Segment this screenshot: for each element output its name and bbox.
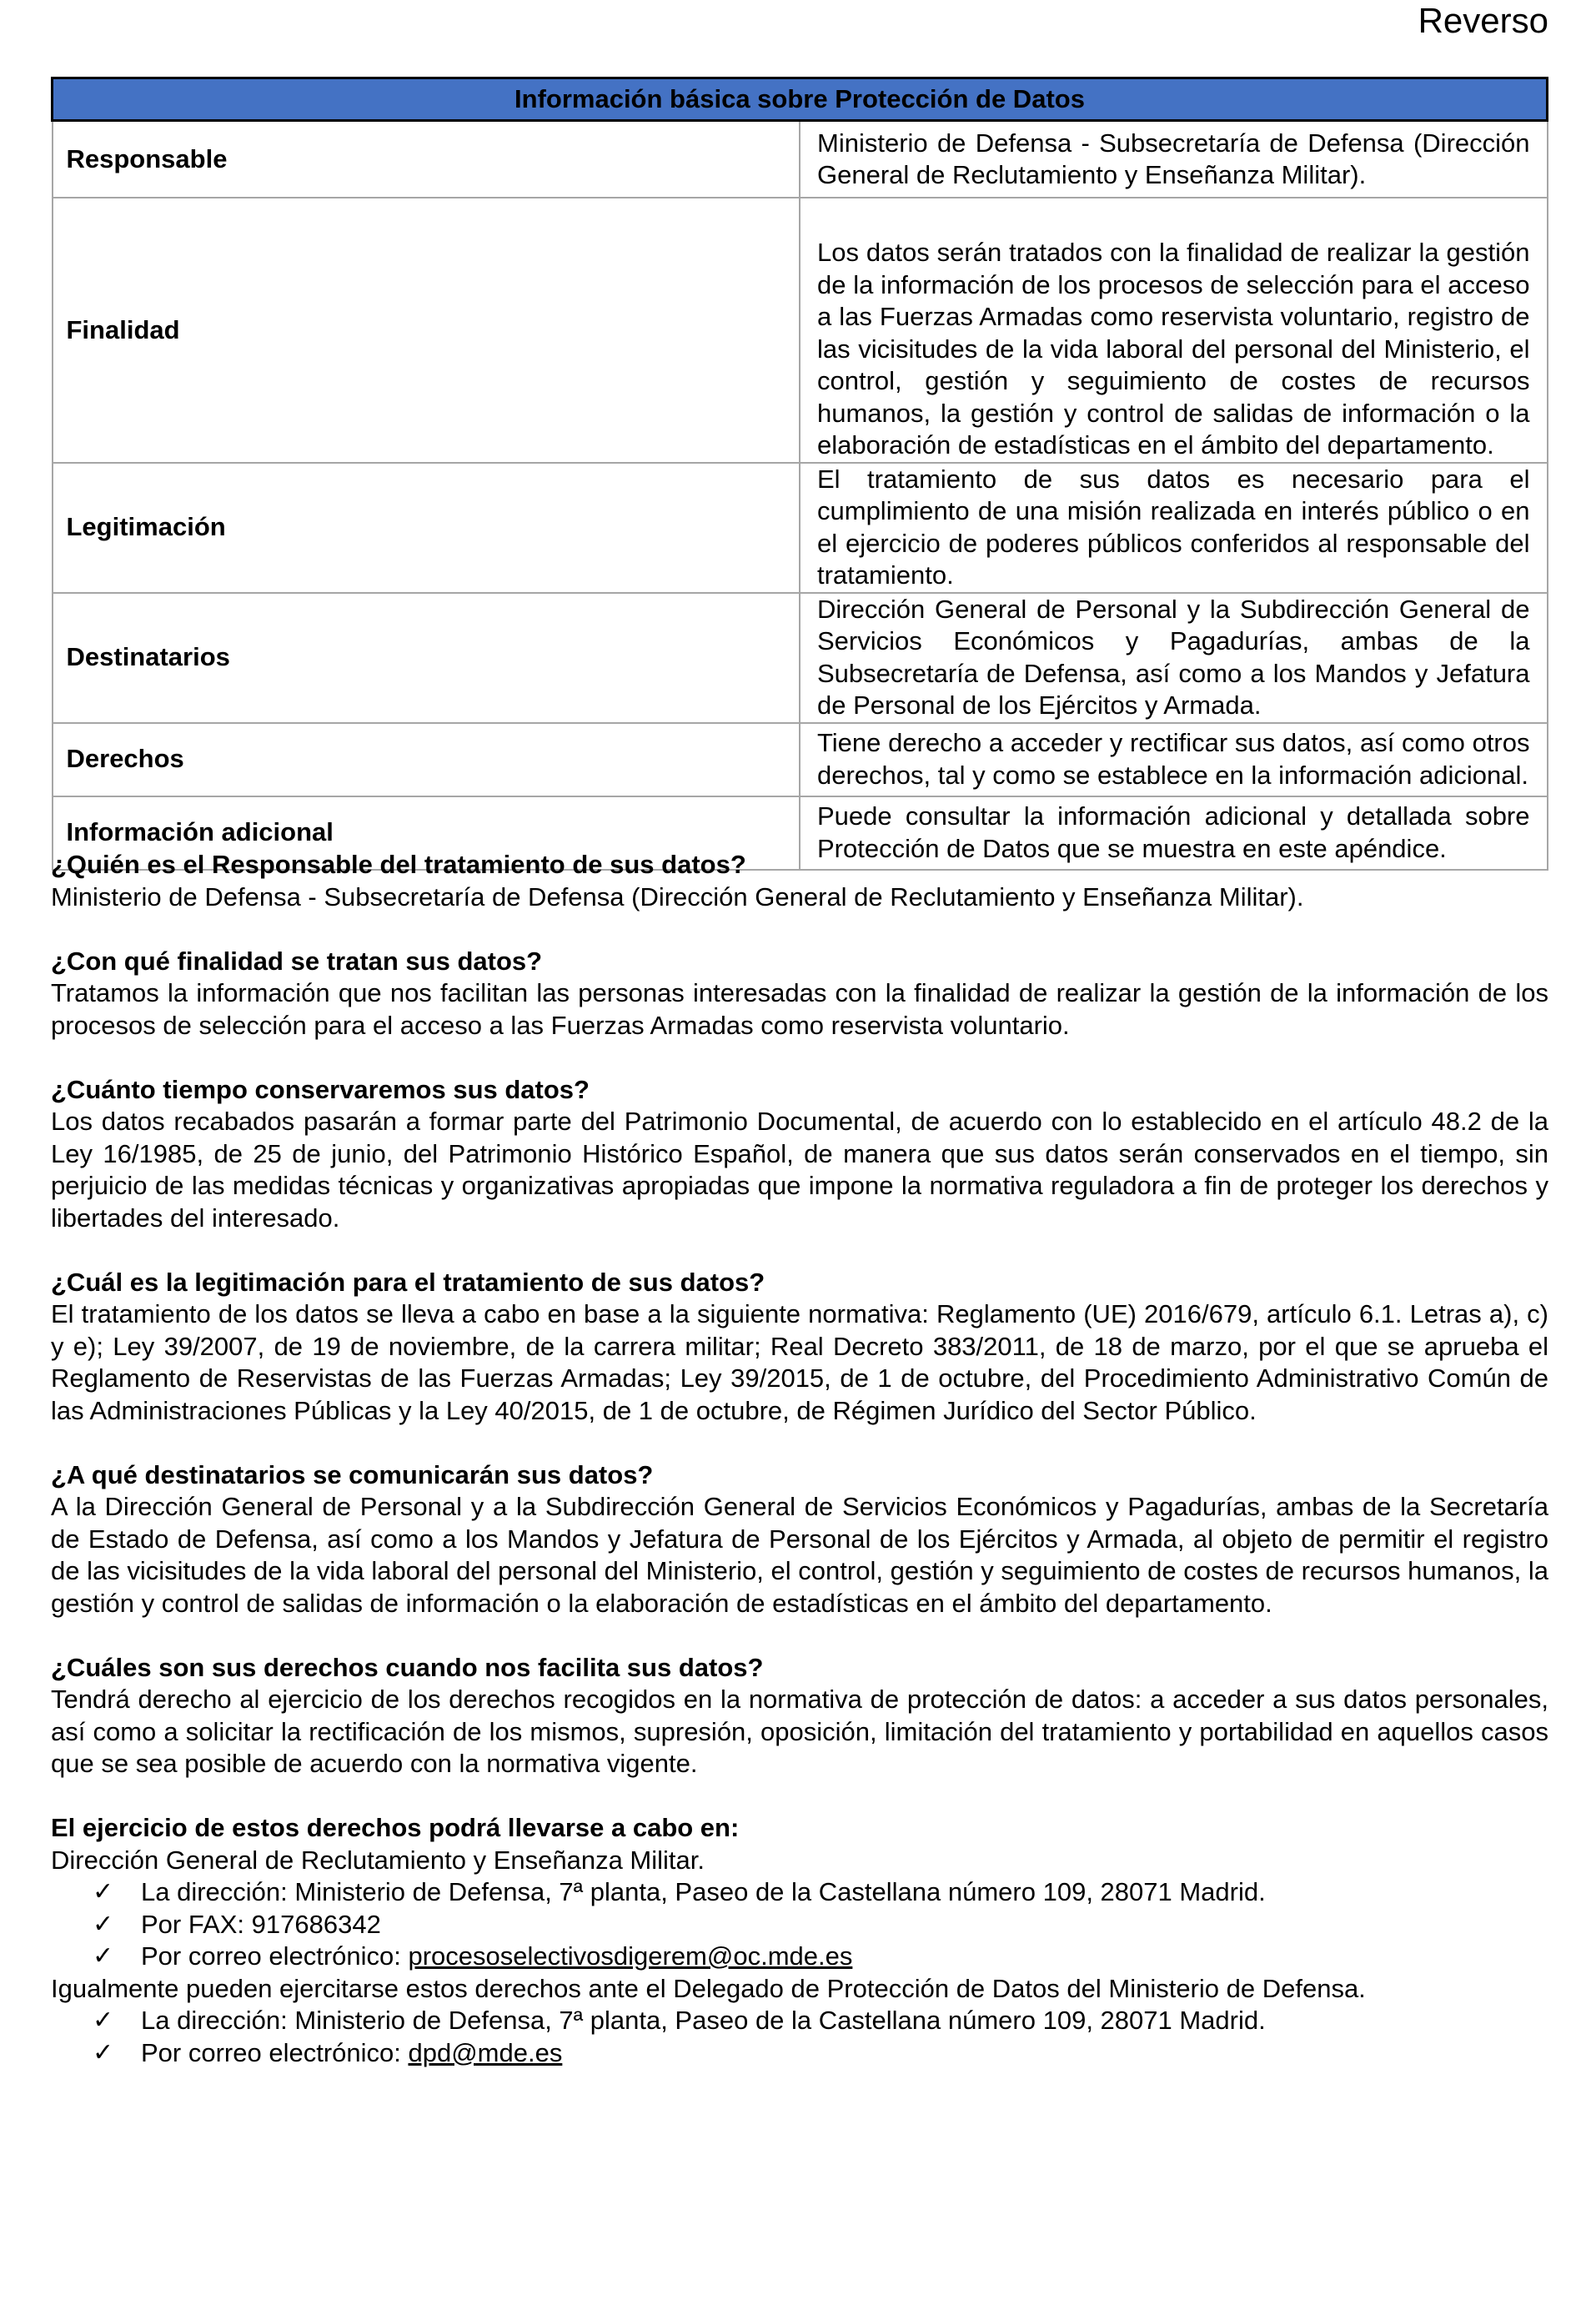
row-label-informacion-adicional: Información adicional <box>53 796 801 870</box>
contact-address: La dirección: Ministerio de Defensa, 7ª planta, Paseo de la Castellana número 109, 28071 Madrid. <box>141 2006 1266 2035</box>
row-value-responsable: Ministerio de Defensa - Subsecretaría de Defensa (Dirección General de Reclutamiento y Enseñanza Militar). <box>800 121 1548 198</box>
section-ejercicio <box>51 1812 1548 2069</box>
table-row <box>53 593 1548 723</box>
section-question: ¿Cuáles son sus derechos cuando nos facilita sus datos? <box>51 1652 764 1682</box>
exercise-intro-dpd: Igualmente pueden ejercitarse estos derechos ante el Delegado de Protección de Datos del Ministerio de Defensa. <box>51 1973 1366 2003</box>
email-link-dpd[interactable]: dpd@mde.es <box>408 2037 563 2067</box>
section-answer: El tratamiento de los datos se lleva a cabo en base a la siguiente normativa: Reglamento (UE) 2016/679, artículo 6.1. Letras a), c) y e); Ley 39/2007, de 19 de noviembre, de la carrera militar; Real Decreto 383/2011, de 18 de marzo, por el que se aprueba el Reglamento de Reservistas de las Fuerzas Armadas; Ley 39/2015, de 1 de octubre, del Procedimiento Administrativo Común de las Administraciones Públicas y la Ley 40/2015, de 1 de octubre, de Régimen Jurídico del Sector Público. <box>51 1299 1548 1425</box>
email-link-digerem[interactable]: procesoselectivosdigerem@oc.mde.es <box>408 1941 853 1971</box>
section-answer: A la Dirección General de Personal y a la Subdirección General de Servicios Económicos y Pagadurías, ambas de la Secretaría de Estado de Defensa, así como a los Mandos y Jefatura de Personal de los Ejércitos y Armada, al objeto de permitir el registro de las vicisitudes de la vida laboral del personal del Ministerio, el control, gestión y seguimiento de costes de recursos humanos, la gestión y control de salidas de información o la elaboración de estadísticas en el ámbito del departamento. <box>51 1492 1548 1618</box>
row-label-finalidad: Finalidad <box>53 198 801 463</box>
section-responsable <box>51 849 1548 913</box>
row-label-responsable: Responsable <box>53 121 801 198</box>
row-value-finalidad-text: Los datos serán tratados con la finalidad de realizar la gestión de la información de los procesos de selección para el acceso a las Fuerzas Armadas como reservista voluntario, registro de las vicisitudes de la vida laboral del personal del Ministerio, el control, gestión y seguimiento de costes de recursos humanos, la gestión y control de salidas de información o la elaboración de estadísticas en el ámbito del departamento. <box>817 238 1530 459</box>
table-header-row <box>53 78 1548 121</box>
table-row <box>53 198 1548 463</box>
row-value-derechos: Tiene derecho a acceder y rectificar sus datos, así como otros derechos, tal y como se establece en la información adicional. <box>800 723 1548 796</box>
list-item <box>93 2037 1548 2070</box>
table-row <box>53 121 1548 198</box>
row-value-informacion-adicional: Puede consultar la información adicional y detallada sobre Protección de Datos que se muestra en este apéndice. <box>800 796 1548 870</box>
list-item <box>93 1941 1548 1973</box>
section-answer: Ministerio de Defensa - Subsecretaría de Defensa (Dirección General de Reclutamiento y Enseñanza Militar). <box>51 881 1304 911</box>
contact-fax: Por FAX: 917686342 <box>141 1909 381 1939</box>
section-finalidad <box>51 946 1548 1042</box>
exercise-intro-digerem: Dirección General de Reclutamiento y Enseñanza Militar. <box>51 1845 705 1875</box>
check-icon: ✓ <box>93 2006 114 2034</box>
row-label-derechos: Derechos <box>53 723 801 796</box>
contact-email-prefix: Por correo electrónico: <box>141 1941 409 1971</box>
section-conservacion <box>51 1074 1548 1235</box>
section-question: ¿Quién es el Responsable del tratamiento de sus datos? <box>51 850 746 879</box>
reverso-label: Reverso <box>1418 1 1548 40</box>
check-icon: ✓ <box>93 1878 114 1906</box>
check-icon: ✓ <box>93 2038 114 2066</box>
contact-address: La dirección: Ministerio de Defensa, 7ª planta, Paseo de la Castellana número 109, 28071 Madrid. <box>141 1877 1266 1906</box>
section-answer: Tratamos la información que nos facilitan las personas interesadas con la finalidad de realizar la gestión de la información de los procesos de selección para el acceso a las Fuerzas Armadas como reservista voluntario. <box>51 978 1548 1040</box>
section-question: ¿Cuál es la legitimación para el tratamiento de sus datos? <box>51 1267 765 1297</box>
row-value-destinatarios: Dirección General de Personal y la Subdirección General de Servicios Económicos y Pagadurías, ambas de la Subsecretaría de Defensa, así como a los Mandos y Jefatura de Personal de los Ejércitos y Armada. <box>800 593 1548 723</box>
row-value-finalidad <box>800 198 1548 463</box>
section-question: ¿Con qué finalidad se tratan sus datos? <box>51 946 543 976</box>
table-row <box>53 723 1548 796</box>
row-label-destinatarios: Destinatarios <box>53 593 801 723</box>
section-destinatarios <box>51 1459 1548 1620</box>
additional-information <box>51 849 1548 2069</box>
section-answer: Los datos recabados pasarán a formar parte del Patrimonio Documental, de acuerdo con lo establecido en el artículo 48.2 de la Ley 16/1985, de 25 de junio, del Patrimonio Histórico Español, de manera que sus datos serán conservados en el tiempo, sin perjuicio de las medidas técnicas y organizativas apropiadas que impone la normativa reguladora a fin de proteger los derechos y libertades del interesado. <box>51 1107 1548 1233</box>
section-question: El ejercicio de estos derechos podrá llevarse a cabo en: <box>51 1813 740 1842</box>
section-legitimacion <box>51 1267 1548 1428</box>
check-icon: ✓ <box>93 1910 114 1938</box>
table-row <box>53 463 1548 593</box>
data-protection-summary-table <box>51 77 1548 871</box>
section-question: ¿A qué destinatarios se comunicarán sus datos? <box>51 1459 654 1489</box>
section-answer: Tendrá derecho al ejercicio de los derechos recogidos en la normativa de protección de datos: a acceder a sus datos personales, así como a solicitar la rectificación de los mismos, supresión, oposición, limitación del tratamiento y portabilidad en aquellos casos que se sea posible de acuerdo con la normativa vigente. <box>51 1685 1548 1778</box>
row-value-legitimacion: El tratamiento de sus datos es necesario para el cumplimiento de una misión realizada en interés público o en el ejercicio de poderes públicos conferidos al responsable del tratamiento. <box>800 463 1548 593</box>
list-item <box>93 1876 1548 1909</box>
contact-list-digerem <box>51 1876 1548 1973</box>
section-question: ¿Cuánto tiempo conservaremos sus datos? <box>51 1074 590 1104</box>
list-item <box>93 2005 1548 2037</box>
table-title: Información básica sobre Protección de Datos <box>53 78 1548 121</box>
check-icon: ✓ <box>93 1942 114 1970</box>
list-item <box>93 1909 1548 1941</box>
row-label-legitimacion: Legitimación <box>53 463 801 593</box>
contact-list-dpd <box>51 2005 1548 2069</box>
section-derechos <box>51 1652 1548 1780</box>
contact-email-prefix: Por correo electrónico: <box>141 2037 409 2067</box>
